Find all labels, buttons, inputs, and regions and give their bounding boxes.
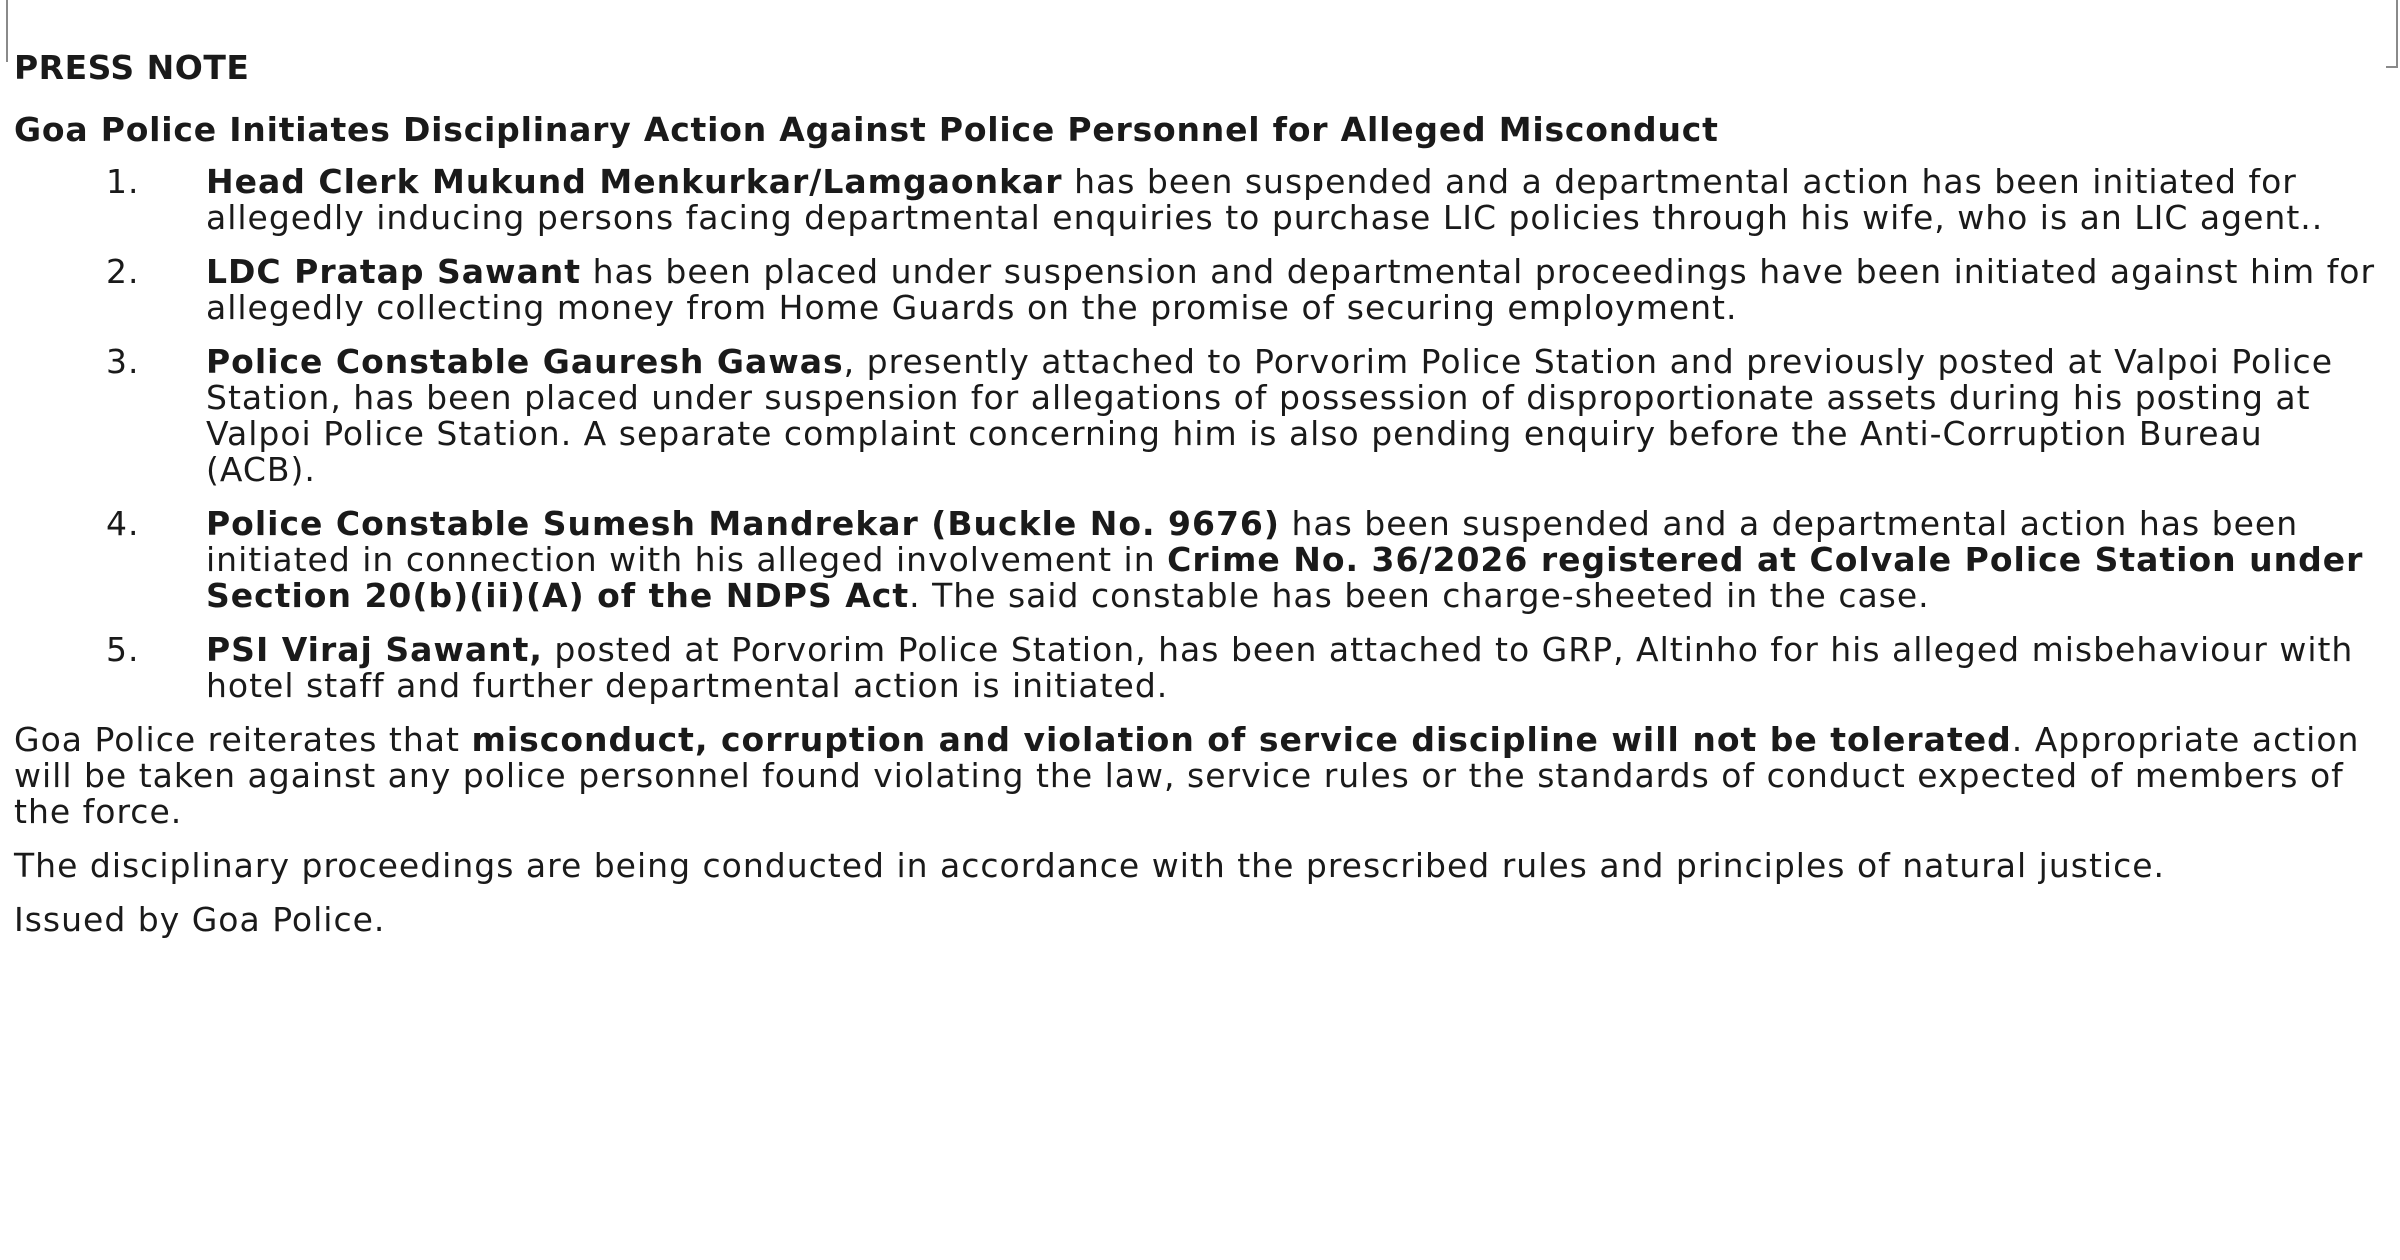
reiteration-suffix: . Appropriate action will be taken against any police personnel found violating the law, service rules or the standards of conduct expected of members of the force. [14,720,2360,831]
item-text-continued: . The said constable has been charge-sheeted in the case. [909,576,1930,615]
item-subject: LDC Pratap Sawant [206,252,582,291]
item-text: has been suspended and a departmental action has been initiated for allegedly inducing persons facing departmental enquiries to purchase LIC policies through his wife, who is an LIC agent.. [206,162,2324,237]
item-number: 3. [106,342,140,381]
page-corner-mark-foot [2386,66,2398,68]
list-item [14,254,2384,326]
page-corner-mark [2396,0,2398,68]
issued-by-line: Issued by Goa Police. [14,900,386,939]
item-number: 1. [106,162,140,201]
press-note-label: PRESS NOTE [14,48,250,87]
list-item [14,344,2384,488]
proceedings-paragraph: The disciplinary proceedings are being conducted in accordance with the prescribed rules and principles of natural justice. [14,846,2166,885]
list-item [14,164,2384,236]
press-note-body [14,50,2384,956]
item-text: , presently attached to Porvorim Police Station and previously posted at Valpoi Police Station, has been placed under suspension for allegations of possession of disproportionate assets during his posting at Valpoi Police Station. A separate complaint concerning him is also pending enquiry before the Anti-Corruption Bureau (ACB). [206,342,2333,489]
press-note-headline: Goa Police Initiates Disciplinary Action Against Police Personnel for Alleged Misconduct [14,110,1719,149]
reiteration-prefix: Goa Police reiterates that [14,720,472,759]
item-number: 2. [106,252,140,291]
item-text: has been suspended and a departmental action has been initiated in connection with his alleged involvement in [206,504,2299,579]
list-item [14,506,2384,614]
item-number: 5. [106,630,140,669]
text-cursor-mark [6,0,8,62]
item-subject: Police Constable Gauresh Gawas [206,342,844,381]
reiteration-emphasis: misconduct, corruption and violation of service discipline will not be tolerated [471,720,2012,759]
item-subject: Police Constable Sumesh Mandrekar (Buckle No. 9676) [206,504,1280,543]
reiteration-paragraph [14,722,2384,830]
item-number: 4. [106,504,140,543]
item-subject: PSI Viraj Sawant, [206,630,543,669]
item-text: has been placed under suspension and departmental proceedings have been initiated against him for allegedly collecting money from Home Guards on the promise of securing employment. [206,252,2376,327]
action-list [14,164,2384,704]
item-case-reference: Crime No. 36/2026 registered at Colvale Police Station under Section 20(b)(ii)(A) of the NDPS Act [206,540,2364,615]
item-subject: Head Clerk Mukund Menkurkar/Lamgaonkar [206,162,1063,201]
list-item [14,632,2384,704]
item-text: posted at Porvorim Police Station, has been attached to GRP, Altinho for his alleged misbehaviour with hotel staff and further departmental action is initiated. [206,630,2354,705]
